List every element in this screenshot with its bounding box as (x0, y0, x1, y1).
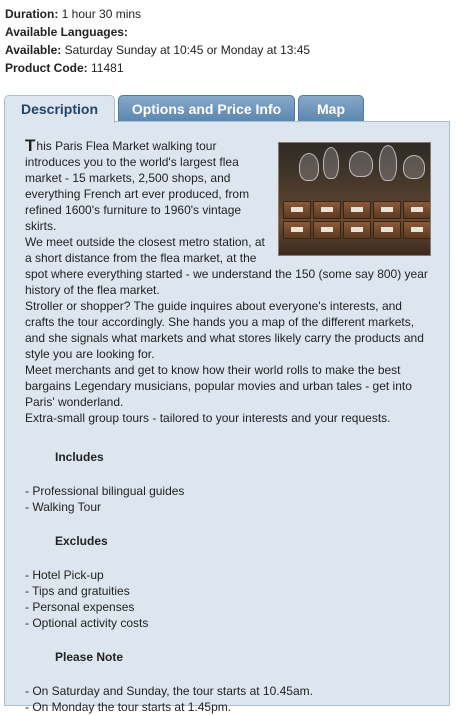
tour-meta (5, 5, 310, 77)
tab-bar (4, 95, 456, 122)
product-code-label: Product Code: (5, 61, 88, 75)
list-item: - Hotel Pick-up (25, 568, 104, 582)
description-text (25, 138, 431, 426)
includes-heading: Includes (55, 450, 104, 464)
description-paragraph-4: Meet merchants and get to know how their world rolls to make the best bargains Legendary musicians, popular movies and urban tales - get into Paris' wonderland. (25, 363, 412, 409)
please-note-list (25, 683, 431, 715)
languages-label: Available Languages: (5, 25, 128, 39)
includes-list (25, 483, 431, 515)
tab-map[interactable]: Map (298, 95, 364, 123)
availability-row (5, 41, 310, 59)
tab-options-and-price[interactable]: Options and Price Info (118, 95, 295, 123)
product-code-row (5, 59, 310, 77)
please-note-heading: Please Note (55, 650, 124, 664)
description-panel (4, 121, 450, 714)
duration-value: 1 hour 30 mins (61, 7, 142, 21)
list-item: - Professional bilingual guides (25, 484, 185, 498)
description-paragraph-2: We meet outside the closest metro station, at a short distance from the flea market, at the spot where everything started - we understand the 150 (some say 800) year history of the flea market. (25, 235, 428, 297)
description-content (25, 138, 431, 715)
languages-row (5, 23, 310, 41)
list-item: - Optional activity costs (25, 616, 149, 630)
paragraph-1-text: his Paris Flea Market walking tour introduces you to the world's largest flea market - 15 markets, 2,500 shops, and everything French art ever produced, from refined 1600's furniture to 1960's vintage skirts. (25, 139, 250, 233)
duration-row (5, 5, 310, 23)
tab-description[interactable]: Description (4, 95, 115, 123)
excludes-list (25, 567, 431, 631)
flea-market-photo (278, 142, 431, 256)
list-item: - Personal expenses (25, 600, 135, 614)
drop-cap: T (25, 136, 36, 155)
list-item: - On Monday the tour starts at 1.45pm. (25, 700, 232, 714)
available-value: Saturday Sunday at 10:45 or Monday at 13:45 (64, 43, 311, 57)
available-label: Available: (5, 43, 62, 57)
product-code-value: 11481 (91, 61, 124, 75)
list-item: - On Saturday and Sunday, the tour starts at 10.45am. (25, 684, 313, 698)
description-paragraph-5: Extra-small group tours - tailored to your interests and your requests. (25, 411, 391, 425)
list-item: - Walking Tour (25, 500, 102, 514)
duration-label: Duration: (5, 7, 59, 21)
list-item: - Tips and gratuities (25, 584, 130, 598)
description-paragraph-3: Stroller or shopper? The guide inquires about everyone's interests, and crafts the tour accordingly. She hands you a map of the different markets, and she signals what markets and what stores likely carry the products and style you are looking for. (25, 299, 424, 361)
excludes-heading: Excludes (55, 534, 108, 548)
